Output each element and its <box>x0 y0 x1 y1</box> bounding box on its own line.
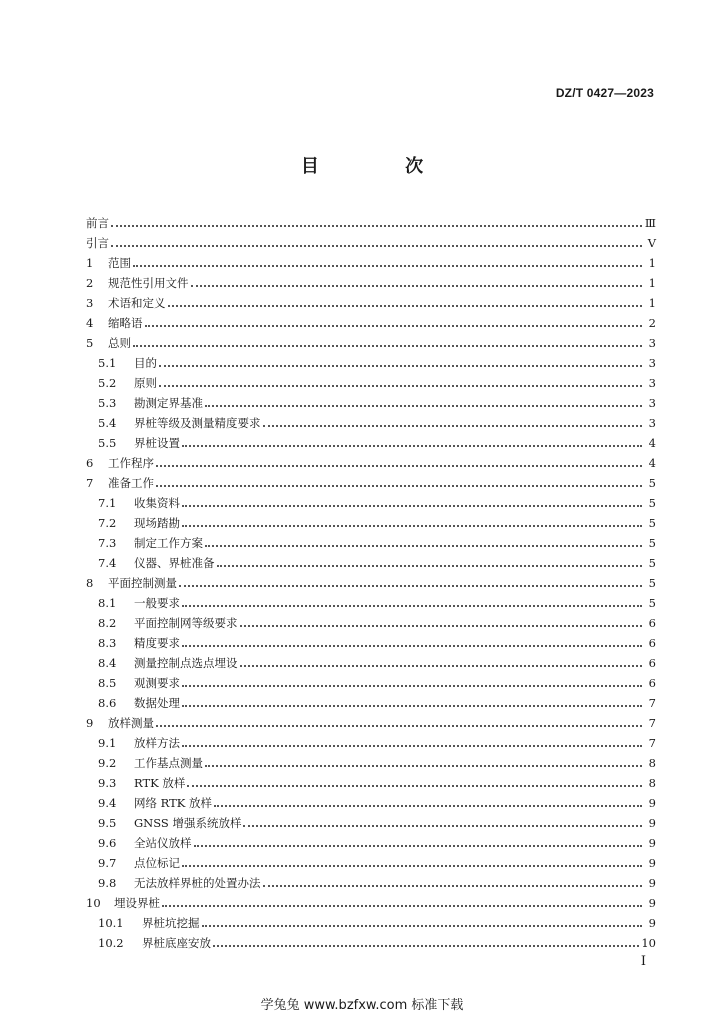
toc-leader-dots <box>182 525 642 527</box>
toc-entry[interactable] <box>86 750 656 770</box>
toc-entry-number: 6 <box>86 456 94 470</box>
toc-leader-dots <box>133 265 642 267</box>
toc-entry[interactable] <box>86 270 656 290</box>
toc-entry-page: 9 <box>648 896 656 910</box>
toc-entry-page: 4 <box>648 436 656 450</box>
toc-entry-number: 5.4 <box>98 416 117 430</box>
toc-entry-number: 8 <box>86 576 94 590</box>
page-title: 目 次 <box>300 156 464 177</box>
watermark-text: 学兔兔 www.bzfxw.com 标准下载 <box>260 998 464 1013</box>
toc-leader-dots <box>191 285 643 287</box>
toc-entry-number: 5.3 <box>98 396 117 410</box>
table-of-contents <box>86 210 656 950</box>
toc-entry[interactable] <box>86 810 656 830</box>
toc-entry-number: 10 <box>86 896 101 910</box>
toc-entry[interactable] <box>86 850 656 870</box>
toc-leader-dots <box>182 505 642 507</box>
toc-entry-label: 工作基点测量 <box>134 756 203 770</box>
toc-entry-page: 7 <box>648 716 656 730</box>
toc-entry[interactable] <box>86 390 656 410</box>
toc-entry[interactable] <box>86 650 656 670</box>
toc-entry-page: Ⅴ <box>647 236 656 250</box>
toc-leader-dots <box>243 825 642 827</box>
toc-entry-number: 9.2 <box>98 756 117 770</box>
toc-entry[interactable] <box>86 450 656 470</box>
toc-entry[interactable] <box>86 230 656 250</box>
toc-entry-label: 规范性引用文件 <box>108 276 189 290</box>
toc-entry[interactable] <box>86 310 656 330</box>
toc-entry[interactable] <box>86 430 656 450</box>
toc-leader-dots <box>182 645 642 647</box>
toc-entry-number: 5.1 <box>98 356 117 370</box>
toc-entry-label: 目的 <box>134 356 157 370</box>
toc-entry-label: 工作程序 <box>108 456 154 470</box>
toc-entry-label: 放样方法 <box>134 736 180 750</box>
toc-leader-dots <box>168 305 643 307</box>
toc-entry-page: 5 <box>648 596 656 610</box>
toc-entry-label: 制定工作方案 <box>134 536 203 550</box>
toc-leader-dots <box>263 885 643 887</box>
toc-entry-number: 2 <box>86 276 94 290</box>
toc-leader-dots <box>156 725 642 727</box>
toc-leader-dots <box>159 385 642 387</box>
page-number: I <box>640 954 646 969</box>
toc-leader-dots <box>179 585 642 587</box>
toc-entry[interactable] <box>86 510 656 530</box>
toc-entry[interactable] <box>86 730 656 750</box>
toc-entry-page: 9 <box>648 876 656 890</box>
toc-leader-dots <box>156 485 642 487</box>
toc-entry-page: 3 <box>648 336 656 350</box>
toc-entry-number: 5 <box>86 336 94 350</box>
toc-leader-dots <box>240 625 643 627</box>
toc-entry[interactable] <box>86 330 656 350</box>
toc-entry-label: 观测要求 <box>134 676 180 690</box>
toc-entry-label: 数据处理 <box>134 696 180 710</box>
toc-leader-dots <box>240 665 643 667</box>
toc-entry-label: 放样测量 <box>108 716 154 730</box>
toc-entry[interactable] <box>86 930 656 950</box>
toc-entry-label: 一般要求 <box>134 596 180 610</box>
toc-entry-page: 3 <box>648 376 656 390</box>
toc-entry-page: 1 <box>648 256 656 270</box>
toc-entry-page: 5 <box>648 536 656 550</box>
toc-entry-page: 5 <box>648 476 656 490</box>
toc-entry-number: 10.2 <box>98 936 124 950</box>
toc-entry-label: 界桩坑挖掘 <box>142 916 200 930</box>
toc-entry-label: 全站仪放样 <box>134 836 192 850</box>
toc-entry-page: 9 <box>648 836 656 850</box>
toc-leader-dots <box>194 845 643 847</box>
toc-leader-dots <box>182 685 642 687</box>
toc-entry[interactable] <box>86 530 656 550</box>
toc-entry-label: 准备工作 <box>108 476 154 490</box>
toc-entry[interactable] <box>86 370 656 390</box>
toc-entry-number: 9.7 <box>98 856 117 870</box>
toc-entry-number: 8.2 <box>98 616 117 630</box>
toc-entry-label: 现场踏勘 <box>134 516 180 530</box>
toc-entry-page: 6 <box>648 636 656 650</box>
toc-leader-dots <box>217 565 643 567</box>
toc-entry-number: 9 <box>86 716 94 730</box>
toc-entry-label: 仪器、界桩准备 <box>134 556 215 570</box>
toc-entry-number: 8.1 <box>98 596 117 610</box>
toc-entry[interactable] <box>86 830 656 850</box>
toc-entry[interactable] <box>86 570 656 590</box>
toc-entry-page: 8 <box>648 756 656 770</box>
toc-entry-number: 9.8 <box>98 876 117 890</box>
toc-entry-label: 勘测定界基准 <box>134 396 203 410</box>
toc-entry-label: RTK 放样 <box>134 776 186 790</box>
toc-entry-label: 界桩设置 <box>134 436 180 450</box>
toc-entry-label: 前言 <box>86 216 109 230</box>
toc-leader-dots <box>159 365 642 367</box>
toc-leader-dots <box>162 905 642 907</box>
toc-entry-page: 1 <box>648 276 656 290</box>
toc-leader-dots <box>205 405 642 407</box>
toc-entry-number: 7.2 <box>98 516 117 530</box>
toc-entry-label: 原则 <box>134 376 157 390</box>
toc-entry[interactable] <box>86 630 656 650</box>
toc-leader-dots <box>133 345 642 347</box>
toc-entry-page: 9 <box>648 856 656 870</box>
toc-entry-number: 7 <box>86 476 94 490</box>
toc-entry-page: 1 <box>648 296 656 310</box>
document-code: DZ/T 0427—2023 <box>555 86 654 100</box>
toc-entry-label: 引言 <box>86 236 109 250</box>
toc-entry[interactable] <box>86 690 656 710</box>
toc-entry-label: 界桩底座安放 <box>142 936 211 950</box>
toc-entry-label: 无法放样界桩的处置办法 <box>134 876 261 890</box>
toc-entry-page: 3 <box>648 416 656 430</box>
toc-entry-page: Ⅲ <box>644 216 656 230</box>
toc-entry-label: 测量控制点选点埋设 <box>134 656 238 670</box>
toc-entry-label: 网络 RTK 放样 <box>134 796 213 810</box>
toc-entry-number: 9.1 <box>98 736 117 750</box>
toc-entry[interactable] <box>86 550 656 570</box>
toc-entry[interactable] <box>86 910 656 930</box>
toc-entry-number: 7.1 <box>98 496 117 510</box>
toc-entry-number: 9.5 <box>98 816 117 830</box>
toc-entry-label: 埋设界桩 <box>114 896 160 910</box>
toc-entry[interactable] <box>86 670 656 690</box>
toc-entry[interactable] <box>86 210 656 230</box>
toc-entry-page: 3 <box>648 356 656 370</box>
toc-entry-label: 平面控制网等级要求 <box>134 616 238 630</box>
toc-entry-number: 5.5 <box>98 436 117 450</box>
toc-leader-dots <box>213 945 639 947</box>
toc-entry-page: 5 <box>648 516 656 530</box>
toc-entry-number: 8.3 <box>98 636 117 650</box>
toc-entry-page: 8 <box>648 776 656 790</box>
toc-entry-page: 6 <box>648 676 656 690</box>
toc-leader-dots <box>182 865 642 867</box>
toc-leader-dots <box>111 225 642 227</box>
toc-leader-dots <box>111 245 642 247</box>
toc-entry[interactable] <box>86 350 656 370</box>
toc-leader-dots <box>205 765 642 767</box>
toc-entry-page: 6 <box>648 656 656 670</box>
toc-entry-page: 7 <box>648 696 656 710</box>
toc-leader-dots <box>205 545 642 547</box>
toc-entry-page: 5 <box>648 576 656 590</box>
toc-entry-label: 范围 <box>108 256 131 270</box>
toc-entry[interactable] <box>86 410 656 430</box>
toc-leader-dots <box>182 605 642 607</box>
toc-entry-label: 精度要求 <box>134 636 180 650</box>
toc-entry[interactable] <box>86 590 656 610</box>
toc-leader-dots <box>182 445 642 447</box>
toc-entry[interactable] <box>86 470 656 490</box>
toc-entry-number: 8.6 <box>98 696 117 710</box>
toc-entry-page: 6 <box>648 616 656 630</box>
toc-entry[interactable] <box>86 790 656 810</box>
toc-entry-number: 1 <box>86 256 94 270</box>
toc-entry-number: 9.4 <box>98 796 117 810</box>
toc-entry-number: 7.3 <box>98 536 117 550</box>
toc-entry-number: 3 <box>86 296 94 310</box>
toc-entry-page: 9 <box>648 796 656 810</box>
toc-entry-number: 9.6 <box>98 836 117 850</box>
toc-entry-page: 5 <box>648 556 656 570</box>
toc-entry-number: 7.4 <box>98 556 117 570</box>
toc-entry-page: 4 <box>648 456 656 470</box>
toc-entry-page: 5 <box>648 496 656 510</box>
toc-entry-label: 总则 <box>108 336 131 350</box>
toc-leader-dots <box>214 805 642 807</box>
toc-entry-number: 8.5 <box>98 676 117 690</box>
toc-leader-dots <box>202 925 643 927</box>
toc-entry-page: 3 <box>648 396 656 410</box>
toc-entry-page: 9 <box>648 816 656 830</box>
toc-entry-label: 收集资料 <box>134 496 180 510</box>
toc-entry[interactable] <box>86 610 656 630</box>
toc-entry-label: 平面控制测量 <box>108 576 177 590</box>
toc-leader-dots <box>156 465 642 467</box>
toc-leader-dots <box>182 705 642 707</box>
toc-entry[interactable] <box>86 890 656 910</box>
toc-entry-page: 9 <box>648 916 656 930</box>
toc-entry-page: 7 <box>648 736 656 750</box>
toc-leader-dots <box>187 785 642 787</box>
toc-entry-label: 术语和定义 <box>108 296 166 310</box>
toc-entry-number: 10.1 <box>98 916 124 930</box>
toc-entry-number: 9.3 <box>98 776 117 790</box>
toc-entry-label: 界桩等级及测量精度要求 <box>134 416 261 430</box>
toc-entry[interactable] <box>86 490 656 510</box>
toc-leader-dots <box>263 425 643 427</box>
toc-entry-label: 点位标记 <box>134 856 180 870</box>
toc-entry-label: 缩略语 <box>108 316 143 330</box>
toc-leader-dots <box>145 325 643 327</box>
toc-entry-number: 8.4 <box>98 656 117 670</box>
toc-entry-number: 5.2 <box>98 376 117 390</box>
toc-entry-number: 4 <box>86 316 94 330</box>
toc-entry-label: GNSS 增强系统放样 <box>134 816 242 830</box>
toc-entry[interactable] <box>86 870 656 890</box>
toc-entry-page: 10 <box>641 936 656 950</box>
toc-entry[interactable] <box>86 770 656 790</box>
toc-entry[interactable] <box>86 250 656 270</box>
toc-entry-page: 2 <box>648 316 656 330</box>
toc-entry[interactable] <box>86 710 656 730</box>
toc-entry[interactable] <box>86 290 656 310</box>
toc-leader-dots <box>182 745 642 747</box>
